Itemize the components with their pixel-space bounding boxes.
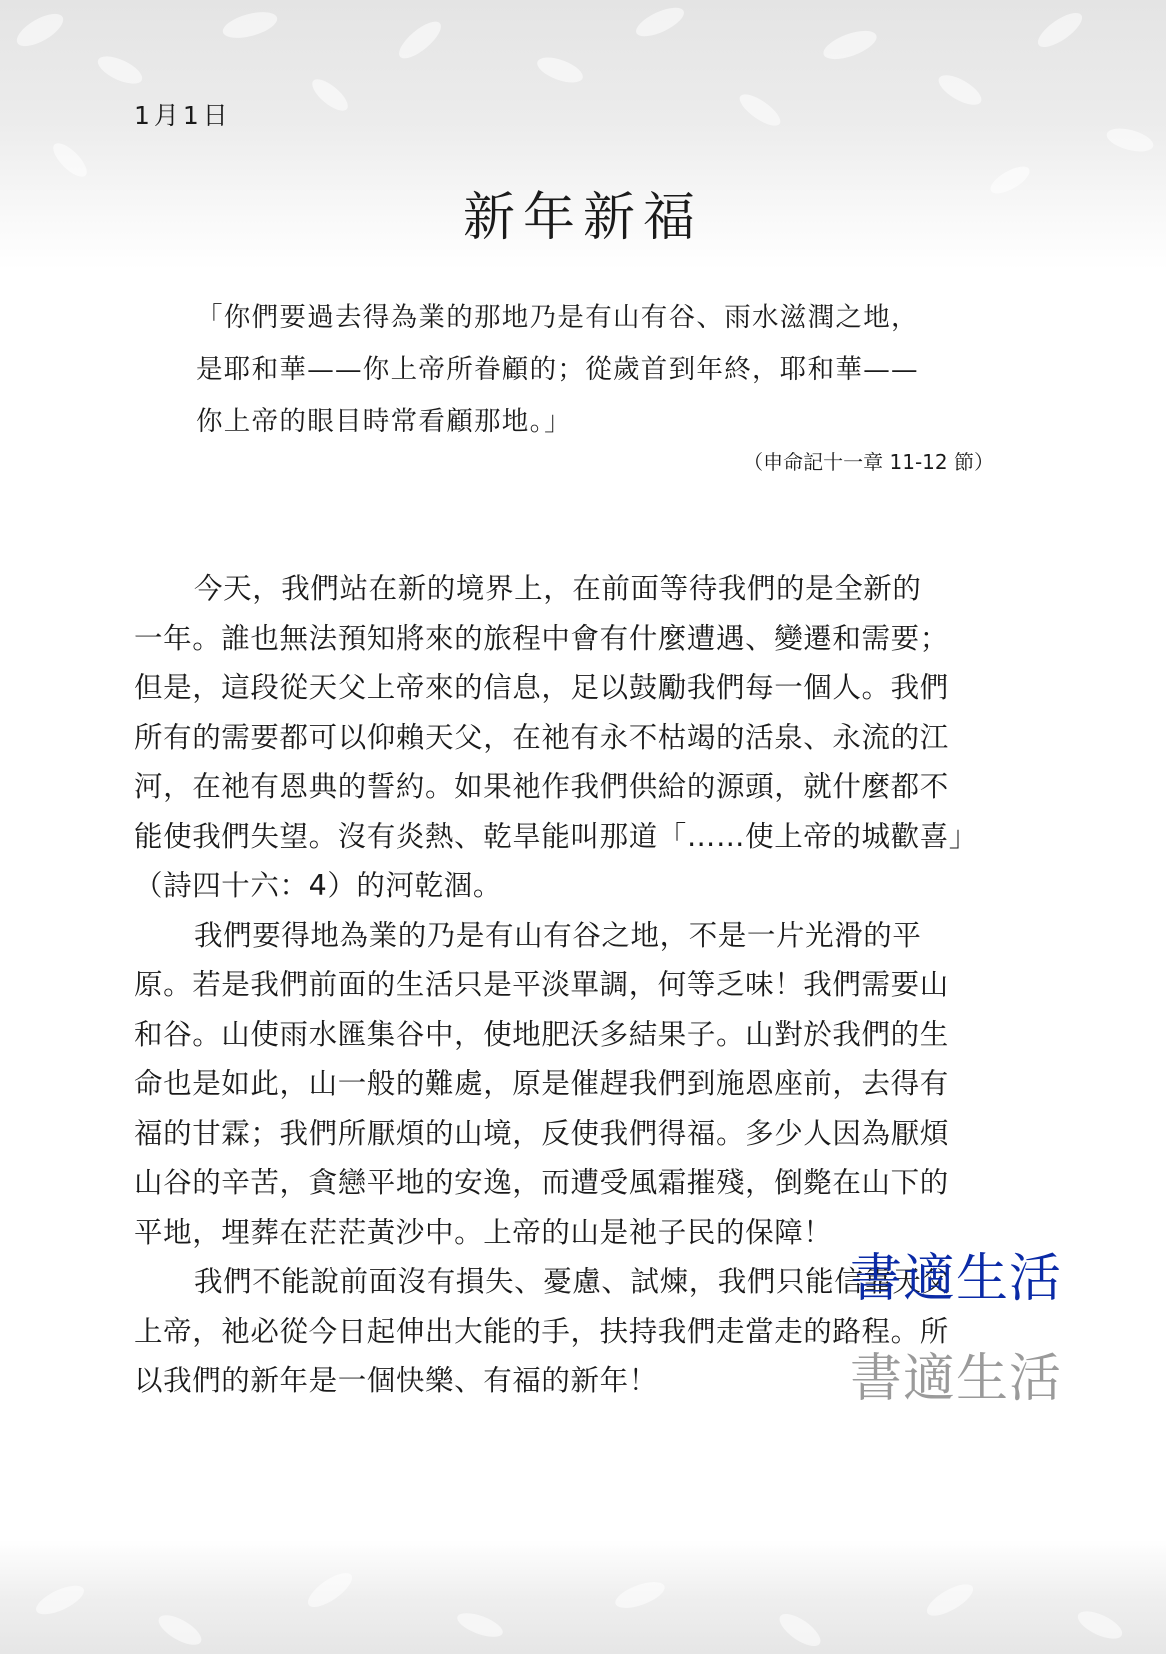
body-line: 以我們的新年是一個快樂、有福的新年！ bbox=[134, 1364, 658, 1397]
body-line: 和谷。山使雨水匯集谷中，使地肥沃多結果子。山對於我們的生 bbox=[134, 1017, 949, 1051]
page-title: 新年新福 bbox=[462, 188, 703, 248]
body-line: 山谷的辛苦，貪戀平地的安逸，而遭受風霜摧殘，倒斃在山下的 bbox=[134, 1166, 949, 1199]
body-line: （詩四十六：4）的河乾涸。 bbox=[134, 869, 502, 902]
body-line: 但是，這段從天父上帝來的信息，足以鼓勵我們每一個人。我們 bbox=[134, 671, 949, 704]
body-line: 命也是如此，山一般的難處，原是催趕我們到施恩座前，去得有 bbox=[134, 1067, 949, 1100]
body-line: 河，在祂有恩典的誓約。如果祂作我們供給的源頭，就什麼都不 bbox=[134, 770, 949, 803]
body-line: 一年。誰也無法預知將來的旅程中會有什麼遭遇、變遷和需要； bbox=[134, 621, 949, 655]
scripture-reference: （申命記十一章 11-12 節） bbox=[743, 450, 994, 474]
body-line: 我們不能說前面沒有損失、憂慮、試煉，我們只能信靠天父 bbox=[194, 1265, 951, 1298]
watermark-blue: 書適生活 bbox=[850, 1249, 1063, 1309]
body-line: 原。若是我們前面的生活只是平淡單調，何等乏味！我們需要山 bbox=[134, 968, 949, 1001]
body-line: 今天，我們站在新的境界上，在前面等待我們的是全新的 bbox=[194, 572, 922, 605]
scripture-quote bbox=[196, 292, 996, 448]
scripture-line: 「你們要過去得為業的那地乃是有山有谷、雨水滋潤之地， bbox=[196, 302, 919, 333]
body-line: 我們要得地為業的乃是有山有谷之地，不是一片光滑的平 bbox=[194, 918, 922, 952]
body-line: 上帝，祂必從今日起伸出大能的手，扶持我們走當走的路程。所 bbox=[134, 1314, 949, 1348]
scripture-line: 是耶和華——你上帝所眷顧的；從歲首到年終，耶和華—— bbox=[196, 354, 919, 385]
body-line: 福的甘霖；我們所厭煩的山境，反使我們得福。多少人因為厭煩 bbox=[134, 1116, 949, 1150]
body-line: 能使我們失望。沒有炎熱、乾旱能叫那道「……使上帝的城歡喜」 bbox=[134, 819, 978, 853]
scripture-line: 你上帝的眼目時常看顧那地。」 bbox=[196, 406, 572, 437]
page-date: 1月1日 bbox=[134, 101, 232, 130]
body-line: 平地，埋葬在茫茫黃沙中。上帝的山是祂子民的保障！ bbox=[134, 1215, 833, 1249]
body-line: 所有的需要都可以仰賴天父，在祂有永不枯竭的活泉、永流的江 bbox=[134, 720, 949, 754]
watermark-gray: 書適生活 bbox=[850, 1349, 1063, 1409]
